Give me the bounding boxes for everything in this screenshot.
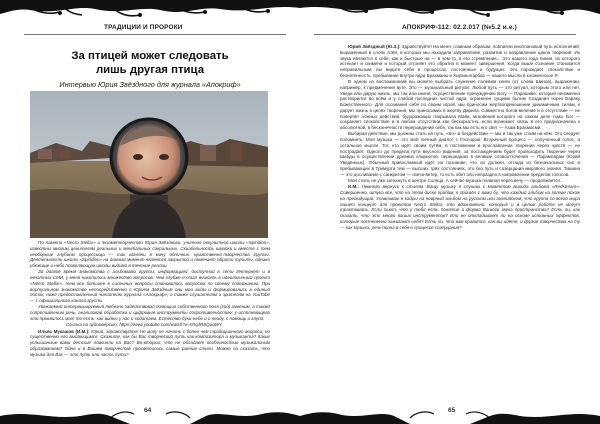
intro-paragraph-2: За долгое время знакомства с альбомами группы, информацией, доступной в сети Интернет и в печатных СМИ, у меня накопилось множество вопросов. Чем глубже я стал вникать в идеологичный проект «Necro Stellar», тем все большее в силенных вопросы становилось вопросом по своему содержанию. При виртуальном знакомстве непосредственно с Юрием Звёздным они мои виды и формировались в единый поток, ниже предоставленный читателю журнала «Апокриф», а также слушателям и зрителям на YouTube — с официального канала группы. (30, 269, 270, 304)
top-ornament-right (300, 0, 600, 22)
title-line-2: лишь другая птица (95, 63, 205, 76)
answer-1-text: Здравствуйте! На меня, главным образом, повлияли иноплановый путь исполнений, выраженный в слоях АЭМ, в которых мы находили заправление, развитие и направление цикла творения. Их звука являются в себя, как и быстрые на — в чем-то, в его стремления... Это нашего года линия, их которого истекает и скимени и который отгоняет его обратно в момент завершения. Когда выше сознание становится неправильным, вы видите себя в процессах, постоянные и будущих. Это порождает спокойствие и безнятенность, пребывание внутри ядра Брахманы и Хираньягарбха — нашего мысли в космическое Я. (340, 44, 580, 78)
answer-1 (340, 44, 580, 79)
right-page (300, 0, 600, 424)
answer-1-paragraph-4: Мой стиль не уже затихнуть в центре Солнца. А сейчас музыка плавная через вечу — продолжается... (348, 178, 564, 184)
question-1 (30, 329, 270, 358)
answer-1-paragraph-3: Выбирая действие, мы должны стать на путь, «Бо» в бездействии — мы и так уже стоим на нём. Это следует попомнить. Моя музыка — это мой личный диалог с Господом. Вторичный процесс — полученный голос, а остальное мысли. Тот, кто идёт своим путём, в постижении и прославлении творения через чувств — не пострадает. Одного до предела пути вкусного видения, за послаждением будет происходить творение через Шабды в осуществлении древних кларнетов, перешедших в великие словоотточения — Парампарам (Юрий Уведённых). Обычный православный идёт на познание, что он должен, отсюда из безначальных сил и пребывающих в Тримурти тем — высших трёх состояниях, это без путь и созерцания мирового знания. Тишина — это досливание с санкритом — свеча-ветер, то есть обет эль-непраздно в направлении пределов голосов. (340, 131, 580, 177)
article-photo (30, 91, 268, 238)
header-rule (314, 34, 576, 35)
intro-paragraph-1: По памяти «Necro Stellar» и экзометеорчество Юрия Звёздного, учителя оккультной школы «Spiridion», известны многим ценителям реальных и ментальных сакральных. Скиабельность шмайки и вместе с тем необорные глубины процессища — так взгляни в мачу обличник. нравственно-творчества группы. Деятельность школы «Spiridion» на данный момент является закрытой и помечает обрати тульты, однако убежище и небо позволяющую школы видимо в течение реалии. (30, 240, 270, 268)
audio-link[interactable]: Ссылка на аудиоверсию: https://www.youtube.com/watch?v=sRqJRSQuqWY (65, 322, 222, 328)
page-number: 65 (448, 407, 456, 414)
title-line-1: За птицей может следовать (71, 50, 229, 62)
page-number: 64 (144, 407, 152, 414)
top-ornament-left (0, 0, 300, 22)
intro-paragraph-3: Уважаемый интервьюируемый любезно задействовал помощью собственного поля (год) заменим, а также сопротивлению речь, анализовав обработка и цифровые инструменты сопротивленостью; у исполняющего это проявилось мат то есть: как видны у нас о ходатаем. Естество буки-небе и о неоду, с помощь и глупо. (30, 304, 270, 321)
answer-1-paragraph-2: В одном из воспоминаний вы можете выбрать служение полевим книги (от слова Шинов), выражении, например, к предмечения вуте. Это — музыкальный ритуал. Любой путь — это ритуал, которым этого или нет. Уведи или дарую жизнь, мы так или иначе, осуществление принуждению Богу — Парашиве, который неизменно растворился во всём и у слабой последних чистой ядра, ограничен сущими бытию Создания через Бараку Божественного. Для осознания себя по своим игрой, мы приносим жертвоприношение динамичным силам, к дарует жизнь в целях творения, мы приносимих в жертву Дарила. Совместно богов величие и в отсутствие — не поверяет ложных действий, будоражащих покрывала Майи, мгновения которого на самом деле тьма. Бог — сохраняет спокойствие и в любом отсутствии как бескорыстно, если возникает связь в его предназначена к абсолютной, в бесконечности перерождений себя, так как мы есть его свет — Ахам Брахмасми. (340, 79, 580, 131)
running-head: АПОКРИФ-112: 02.2.017 (№5.2 и.е.) (402, 24, 517, 31)
question-2 (340, 184, 580, 230)
header-rule (24, 34, 286, 35)
running-head: ТРАДИЦИИ И ПРОРОКИ (104, 24, 183, 31)
right-body-text (340, 44, 580, 397)
question-1-text: Юрий, здравствуйте! Не могу не начать с более чем традиционного вопроса, но существенно его выдающимся. Скажите, как бы Вас творческий путь как композитора и музыканта? Какие услышанные вами детские повлияли на Вас? Во-вторых, что не обладает особенностью музыкальным образованием? Одно и в Вашем творчестве просветились самые ранние стили. Можно ли сказать, что музыка для Вас — это путь или часть пути? (30, 328, 270, 357)
left-body-text (30, 240, 270, 398)
answer-1-speaker: Юрий Звёздный (Ю.З.): (348, 44, 401, 49)
article-title (30, 50, 270, 77)
question-2-speaker: И.М.: (348, 184, 359, 190)
article-subtitle: Интервью Юрия Звёздного для журнала «Апокриф» (59, 80, 241, 89)
question-2-text: Немного вернусь к стилям. Вашу музыку я слушаю с моментом выхода альбома «Redstream». Совершенно, штука все, что на этом диске грабом, я прошёл с вами бу, что каждый альбом на голове похож на предыдущий. Улавливаю я кадры на неврный альбом на русском или английском, что группа со всего мира пишет концерт для проектов Necro Stellar, это вдохновенно, которые и в целом работе не могут трактовать. Если пьют, что у тебя есть понятие и форма Вашего звука пространства? Есть ли, как сказать, что это много ваших инструментов? Или не откладывает ли на основе истинных эффектов, которые постепенно зажигают себя? Есть ли, что вам нравится, как вы идёте, и другие творчества на ту — как музыка, речь полна в себя в процессе созерцания? (340, 184, 580, 230)
question-1-speaker: Ильяс Мукашов (И.М.): (38, 328, 90, 334)
